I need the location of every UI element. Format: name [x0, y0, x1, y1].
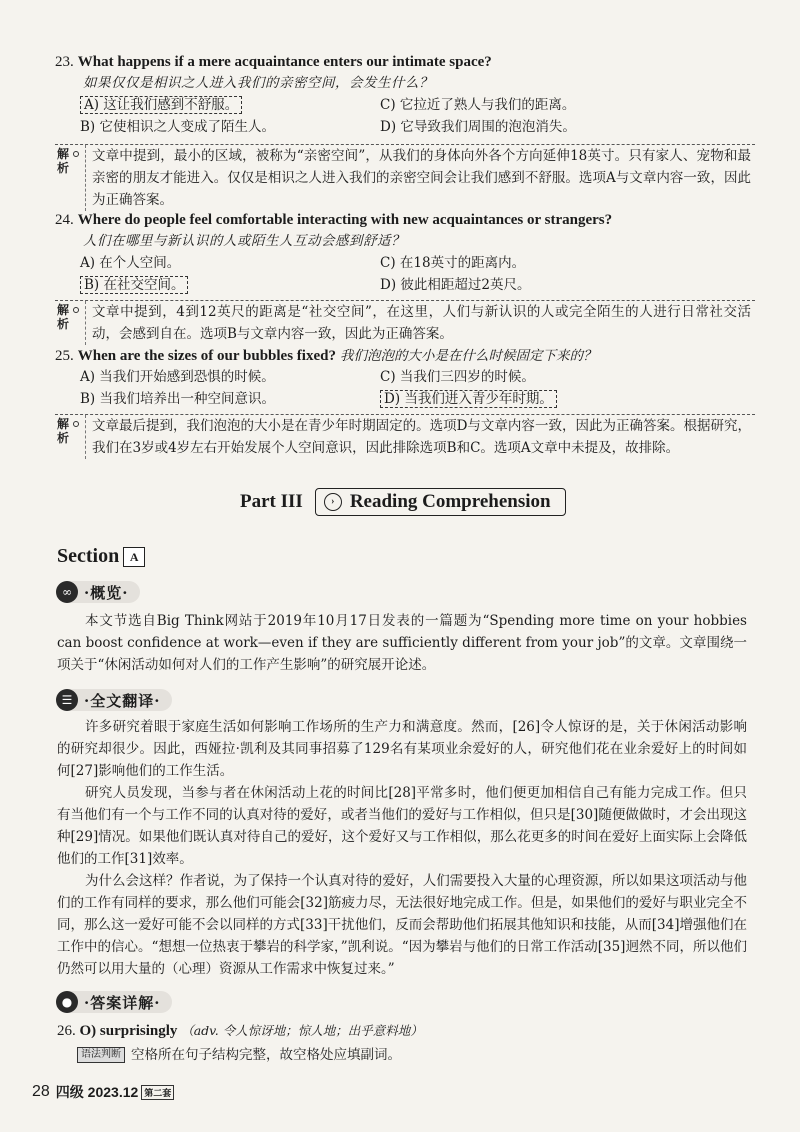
question-text: 23. What happens if a mere acquaintance enters our intimate space?: [55, 54, 492, 70]
option-b: B) 当我们培养出一种空间意识。: [80, 391, 275, 407]
analysis-tag: 语法判断: [77, 1047, 125, 1063]
option-d: D) 彼此相距超过2英尺。: [380, 277, 531, 293]
part-heading: [240, 485, 566, 519]
option-a: A) 当我们开始感到恐惧的时候。: [80, 369, 275, 385]
part-title-box: [315, 488, 566, 516]
translation-paragraph: 为什么会这样？作者说，为了保持一个认真对待的爱好，人们需要投入大量的心理资源，所以如果这项活动与他们的工作有同样的要求，那么他们可能会[32]筋疲力尽，无法很好地完成工作。但是，如果他们的爱好与职业完全不同，那么这一爱好可能不会以同样的方式[33]干扰他们，反而会帮助他们拓展其他知识和技能，从而[34]增强他们在工作中的信心。“想想一位热衷于攀岩的科学家，”凯利说。“因为攀岩与他们的日常工作活动[35]迥然不同，所以他们仍然可以用大量的（心理）资源从工作需求中恢复过来。”: [57, 873, 747, 977]
edition-badge: 第二套: [141, 1085, 174, 1100]
part-title: Reading Comprehension: [349, 491, 551, 512]
explanation-25: [55, 414, 755, 459]
footer-title: 四级 2023.12: [55, 1084, 139, 1100]
option-a-correct: A) 这让我们感到不舒服。: [80, 94, 380, 116]
section-badge: A: [123, 547, 145, 567]
question-translation: 人们在哪里与新认识的人或陌生人互动会感到舒适？: [83, 233, 405, 249]
question-25: [55, 346, 755, 410]
option-c: C) 在18英寸的距离内。: [380, 255, 526, 271]
explanation-tag: 解析: [56, 147, 69, 175]
translation-heading: ☰ ·全文翻译·: [56, 688, 172, 712]
question-text: 24. Where do people feel comfortable interacting with new acquaintances or strangers?: [55, 212, 613, 228]
part-label: Part III: [240, 491, 303, 512]
option-c: C) 当我们三四岁的时候。: [380, 369, 535, 385]
explanation-24: [55, 300, 755, 345]
explanation-text: 文章中提到，4到12英尺的距离是“社交空间”，在这里，人们与新认识的人或完全陌生的人进行日常社交活动，会感到自在。选项B与文章内容一致，因此为正确答案。: [85, 301, 755, 345]
explanation-tag: 解析: [56, 303, 69, 331]
glasses-icon: ∞: [56, 581, 78, 603]
option-d: D) 它导致我们周围的泡泡消失。: [380, 119, 576, 135]
overview-heading: ∞ ·概览·: [56, 580, 140, 604]
question-24: [55, 210, 755, 296]
page-footer: [32, 1082, 174, 1102]
explanation-23: [55, 144, 755, 211]
overview-text: 本文节选自Big Think网站于2019年10月17日发表的一篇题为“Spending more time on your hobbies can boost confidence at work—even if they are sufficiently different from your job”的文章。文章围绕一项关于“休闲活动如何对人们的工作产生影响”的研究展开论述。: [57, 613, 747, 673]
question-translation: 如果仅仅是相识之人进入我们的亲密空间，会发生什么？: [83, 75, 433, 91]
section-label: Section: [57, 545, 120, 567]
answer-26-analysis: 语法判断 空格所在句子结构完整，故空格处应填副词。: [77, 1044, 401, 1066]
translation-text: [57, 716, 747, 980]
answer-26: 26. O) surprisingly （adv. 令人惊讶地；惊人地；出乎意料地）: [57, 1023, 423, 1039]
section-heading: [57, 545, 145, 568]
speech-bubble-icon: ☰: [56, 689, 78, 711]
translation-paragraph: 许多研究着眼于家庭生活如何影响工作场所的生产力和满意度。然而，[26]令人惊讶的是，关于休闲活动影响的研究却很少。因此，西娅拉·凯利及其同事招募了129名有某项业余爱好的人，研究他们花在业余爱好上的时间如何[27]影响他们的工作生活。: [57, 719, 747, 779]
option-c: C) 它拉近了熟人与我们的距离。: [380, 97, 576, 113]
option-b: B) 它使相识之人变成了陌生人。: [80, 119, 275, 135]
chevron-right-icon: ›: [324, 493, 342, 511]
option-a: A) 在个人空间。: [80, 255, 181, 271]
lightbulb-icon: ●: [56, 991, 78, 1013]
translation-paragraph: 研究人员发现，当参与者在休闲活动上花的时间比[28]平常多时，他们便更加相信自己有能力完成工作。但只有当他们有一个与工作不同的认真对待的爱好，或者当他们的爱好与工作相似，但只是[30]随便做做时，才会出现这种[29]情况。如果他们既认真对待自己的爱好，这个爱好又与工作相似，那么花更多的时间在爱好上面实际上会降低他们的工作[31]效率。: [57, 785, 747, 867]
question-23: [55, 52, 755, 138]
answers-heading: ● ·答案详解·: [56, 990, 172, 1014]
options: [55, 252, 755, 296]
explanation-text: 文章最后提到，我们泡泡的大小是在青少年时期固定的。选项D与文章内容一致，因此为正确答案。根据研究，我们在3岁或4岁左右开始发展个人空间意识，因此排除选项B和C。选项A文章中未提及，故排除。: [85, 415, 755, 459]
question-text: 25. When are the sizes of our bubbles fixed? 我们泡泡的大小是在什么时候固定下来的？: [55, 348, 597, 364]
explanation-text: 文章中提到，最小的区域，被称为“亲密空间”，从我们的身体向外各个方向延伸18英寸。只有家人、宠物和最亲密的朋友才能进入。仅仅是相识之人进入我们的亲密空间会让我们感到不舒服。选项A与文章内容一致，因此为正确答案。: [85, 145, 755, 211]
explanation-tag: 解析: [56, 417, 69, 445]
options: [55, 94, 755, 138]
options: [55, 366, 755, 410]
option-b-correct: B) 在社交空间。: [80, 274, 380, 296]
page-number: 28: [32, 1083, 50, 1100]
option-d-correct: D) 当我们进入青少年时期。: [380, 388, 760, 410]
